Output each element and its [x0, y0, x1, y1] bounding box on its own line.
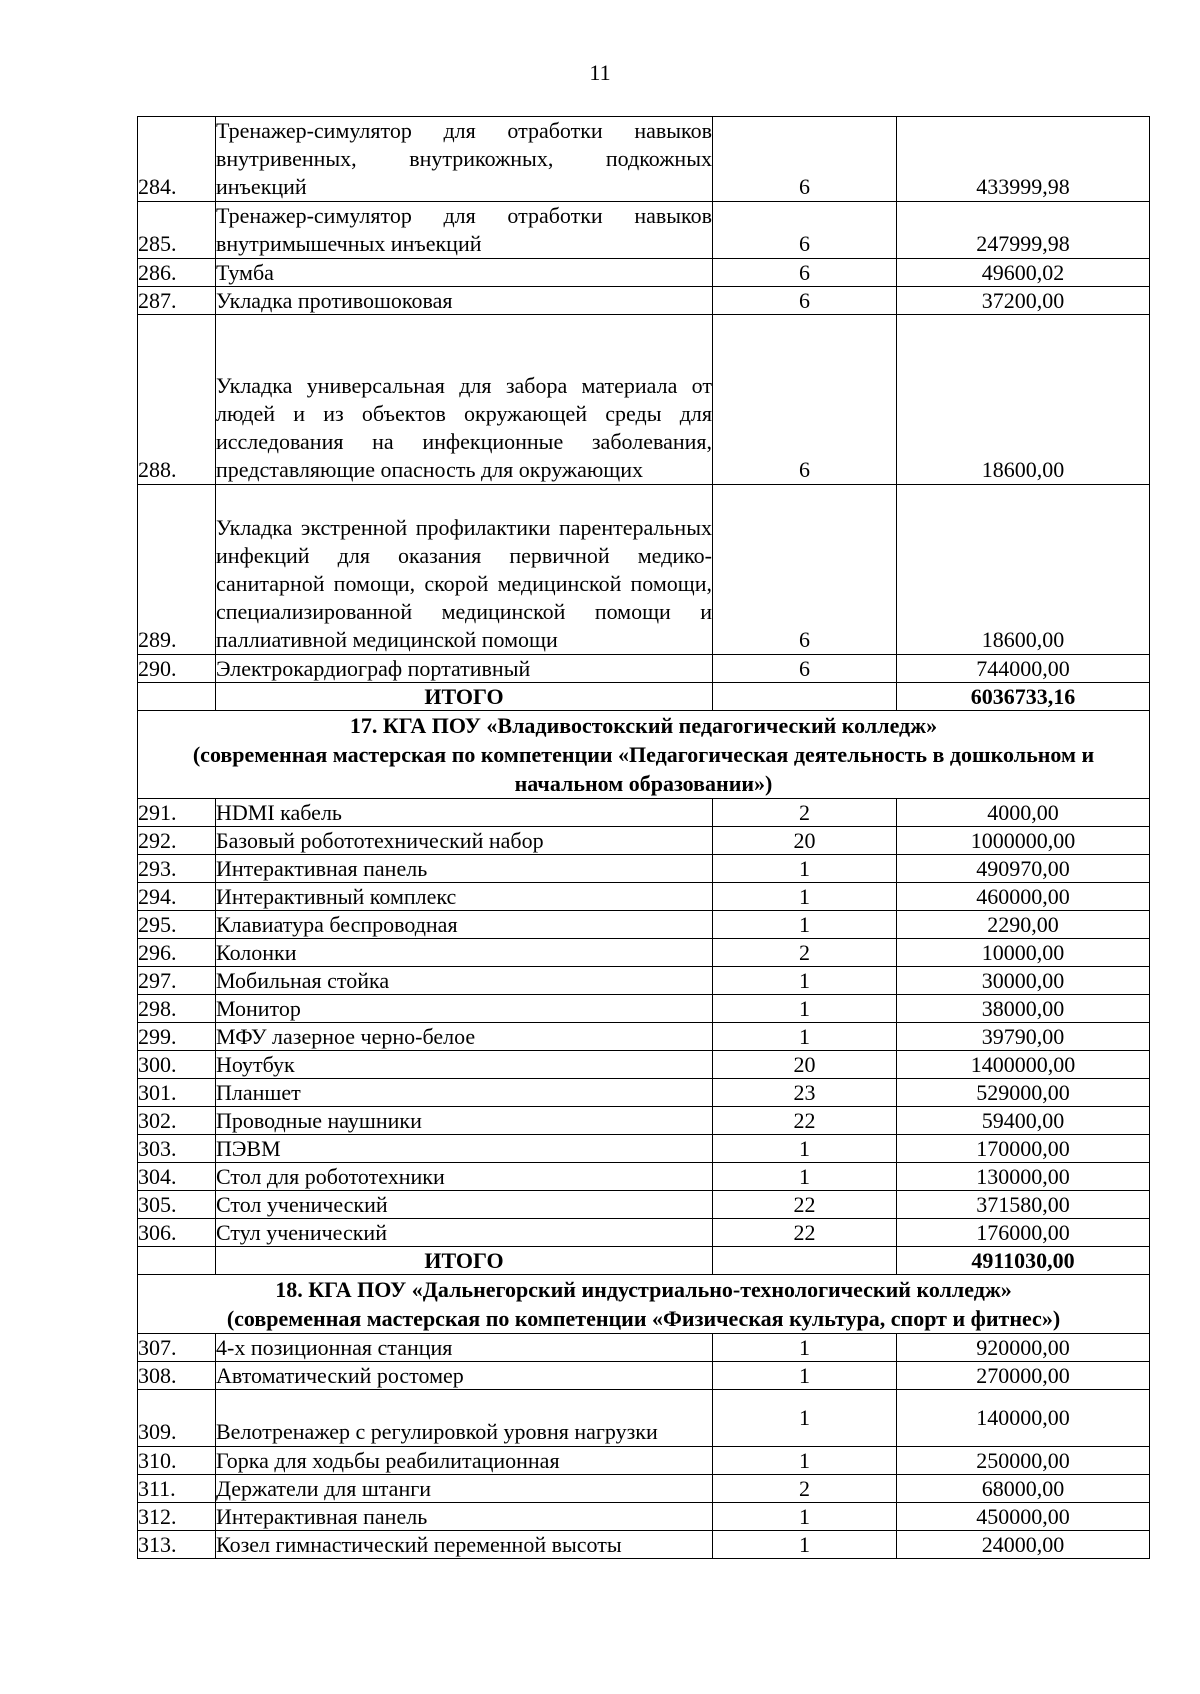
item-quantity: 2: [713, 1475, 897, 1503]
row-number: 284.: [138, 117, 216, 202]
item-name: Укладка экстренной профилактики парентеральных инфекций для оказания первичной медико-санитарной помощи, скорой медицинской помощи, специализированной медицинской помощи и паллиативной медицинской помощи: [216, 485, 713, 655]
item-quantity: 1: [713, 1023, 897, 1051]
row-number: 286.: [138, 259, 216, 287]
item-quantity: 6: [713, 315, 897, 485]
item-name: Интерактивная панель: [216, 855, 713, 883]
row-number: 294.: [138, 883, 216, 911]
item-quantity: 20: [713, 1051, 897, 1079]
item-sum: 247999,98: [897, 202, 1150, 259]
item-sum: 250000,00: [897, 1447, 1150, 1475]
item-sum: 450000,00: [897, 1503, 1150, 1531]
table-row: [138, 1531, 1150, 1559]
table-row: [138, 1503, 1150, 1531]
total-empty-cell: [713, 683, 897, 711]
item-sum: 176000,00: [897, 1219, 1150, 1247]
item-sum: 2290,00: [897, 911, 1150, 939]
row-number: 287.: [138, 287, 216, 315]
row-number: 285.: [138, 202, 216, 259]
item-sum: 460000,00: [897, 883, 1150, 911]
table-row: [138, 1447, 1150, 1475]
item-name: Ноутбук: [216, 1051, 713, 1079]
row-number: 296.: [138, 939, 216, 967]
item-sum: 920000,00: [897, 1334, 1150, 1362]
item-name: Интерактивный комплекс: [216, 883, 713, 911]
item-quantity: 22: [713, 1219, 897, 1247]
item-quantity: 22: [713, 1107, 897, 1135]
table-row: [138, 1163, 1150, 1191]
item-name: Горка для ходьбы реабилитационная: [216, 1447, 713, 1475]
item-name: Планшет: [216, 1079, 713, 1107]
item-name: Клавиатура беспроводная: [216, 911, 713, 939]
table-row: [138, 202, 1150, 259]
item-name: Базовый робототехнический набор: [216, 827, 713, 855]
section-heading: [138, 1275, 1150, 1334]
item-name: Тумба: [216, 259, 713, 287]
row-number: 307.: [138, 1334, 216, 1362]
item-name: Держатели для штанги: [216, 1475, 713, 1503]
row-number: 301.: [138, 1079, 216, 1107]
item-quantity: 23: [713, 1079, 897, 1107]
item-sum: 744000,00: [897, 655, 1150, 683]
table-row: [138, 1475, 1150, 1503]
item-name: МФУ лазерное черно-белое: [216, 1023, 713, 1051]
total-label: ИТОГО: [216, 683, 713, 711]
item-sum: 18600,00: [897, 485, 1150, 655]
table-row: [138, 799, 1150, 827]
item-quantity: 1: [713, 855, 897, 883]
item-sum: 4000,00: [897, 799, 1150, 827]
table-row: [138, 259, 1150, 287]
row-number: 289.: [138, 485, 216, 655]
table-row: [138, 1079, 1150, 1107]
item-quantity: 22: [713, 1191, 897, 1219]
table-row: [138, 1107, 1150, 1135]
item-name: Тренажер-симулятор для отработки навыков внутримышечных инъекций: [216, 202, 713, 259]
item-sum: 24000,00: [897, 1531, 1150, 1559]
total-sum: 4911030,00: [897, 1247, 1150, 1275]
item-sum: 1400000,00: [897, 1051, 1150, 1079]
item-quantity: 1: [713, 967, 897, 995]
item-quantity: 1: [713, 995, 897, 1023]
item-quantity: 2: [713, 939, 897, 967]
item-name: Укладка противошоковая: [216, 287, 713, 315]
row-number: 293.: [138, 855, 216, 883]
item-sum: 18600,00: [897, 315, 1150, 485]
total-row: [138, 683, 1150, 711]
table-row: [138, 967, 1150, 995]
item-name: Мобильная стойка: [216, 967, 713, 995]
item-sum: 270000,00: [897, 1362, 1150, 1390]
table-row: [138, 1390, 1150, 1447]
item-quantity: 1: [713, 1362, 897, 1390]
table-row: [138, 1135, 1150, 1163]
item-quantity: 1: [713, 1531, 897, 1559]
section-title: 17. КГА ПОУ «Владивостокский педагогический колледж»: [349, 713, 938, 738]
item-sum: 490970,00: [897, 855, 1150, 883]
item-name: ПЭВМ: [216, 1135, 713, 1163]
item-name: Автоматический ростомер: [216, 1362, 713, 1390]
item-name: Козел гимнастический переменной высоты: [216, 1531, 713, 1559]
table-row: [138, 287, 1150, 315]
item-sum: 140000,00: [897, 1390, 1150, 1447]
item-sum: 130000,00: [897, 1163, 1150, 1191]
item-quantity: 1: [713, 1163, 897, 1191]
total-empty-cell: [713, 1247, 897, 1275]
table-row: [138, 315, 1150, 485]
table-row: [138, 1334, 1150, 1362]
row-number: 292.: [138, 827, 216, 855]
table-row: [138, 995, 1150, 1023]
item-name: Стол для робототехники: [216, 1163, 713, 1191]
row-number: 297.: [138, 967, 216, 995]
table-row: [138, 1362, 1150, 1390]
item-name: Электрокардиограф портативный: [216, 655, 713, 683]
item-name: Укладка универсальная для забора материала от людей и из объектов окружающей среды для исследования на инфекционные заболевания, представляющие опасность для окружающих: [216, 315, 713, 485]
table-row: [138, 855, 1150, 883]
total-sum: 6036733,16: [897, 683, 1150, 711]
row-number: 300.: [138, 1051, 216, 1079]
page-number: 11: [589, 60, 611, 85]
item-sum: 10000,00: [897, 939, 1150, 967]
row-number: 310.: [138, 1447, 216, 1475]
item-sum: 49600,02: [897, 259, 1150, 287]
item-name: Тренажер-симулятор для отработки навыков внутривенных, внутрикожных, подкожных инъекций: [216, 117, 713, 202]
item-quantity: 6: [713, 655, 897, 683]
section-title: 18. КГА ПОУ «Дальнегорский индустриально-технологический колледж»: [275, 1277, 1012, 1302]
item-sum: 59400,00: [897, 1107, 1150, 1135]
item-name: Монитор: [216, 995, 713, 1023]
item-name: 4-х позиционная станция: [216, 1334, 713, 1362]
section-header: [138, 1275, 1150, 1334]
item-sum: 529000,00: [897, 1079, 1150, 1107]
item-quantity: 6: [713, 259, 897, 287]
row-number: 303.: [138, 1135, 216, 1163]
item-sum: 433999,98: [897, 117, 1150, 202]
section-subtitle: (современная мастерская по компетенции «Педагогическая деятельность в дошкольном и начальном образовании»): [192, 742, 1095, 796]
total-row: [138, 1247, 1150, 1275]
row-number: 295.: [138, 911, 216, 939]
item-name: Велотренажер с регулировкой уровня нагрузки: [216, 1390, 713, 1447]
table-row: [138, 1191, 1150, 1219]
item-quantity: 1: [713, 1334, 897, 1362]
table-row: [138, 485, 1150, 655]
item-quantity: 6: [713, 485, 897, 655]
item-name: Интерактивная панель: [216, 1503, 713, 1531]
row-number: 299.: [138, 1023, 216, 1051]
item-quantity: 1: [713, 1390, 897, 1447]
row-number: 308.: [138, 1362, 216, 1390]
table-row: [138, 827, 1150, 855]
item-name: Колонки: [216, 939, 713, 967]
table-row: [138, 939, 1150, 967]
item-quantity: 1: [713, 1447, 897, 1475]
item-sum: 37200,00: [897, 287, 1150, 315]
row-number: 298.: [138, 995, 216, 1023]
item-name: HDMI кабель: [216, 799, 713, 827]
item-sum: 39790,00: [897, 1023, 1150, 1051]
row-number: 312.: [138, 1503, 216, 1531]
item-sum: 68000,00: [897, 1475, 1150, 1503]
item-quantity: 6: [713, 287, 897, 315]
row-number: 291.: [138, 799, 216, 827]
row-number: 290.: [138, 655, 216, 683]
item-quantity: 6: [713, 117, 897, 202]
section-heading: [138, 711, 1150, 799]
section-header: [138, 711, 1150, 799]
item-quantity: 1: [713, 1135, 897, 1163]
row-number: 311.: [138, 1475, 216, 1503]
row-number: 288.: [138, 315, 216, 485]
table-row: [138, 117, 1150, 202]
section-subtitle: (современная мастерская по компетенции «Физическая культура, спорт и фитнес»): [226, 1306, 1061, 1331]
table-row: [138, 911, 1150, 939]
item-sum: 1000000,00: [897, 827, 1150, 855]
total-empty-cell: [138, 1247, 216, 1275]
row-number: 302.: [138, 1107, 216, 1135]
item-sum: 371580,00: [897, 1191, 1150, 1219]
total-label: ИТОГО: [216, 1247, 713, 1275]
item-quantity: 1: [713, 1503, 897, 1531]
row-number: 306.: [138, 1219, 216, 1247]
equipment-table: [137, 116, 1150, 1559]
total-empty-cell: [138, 683, 216, 711]
item-name: Стул ученический: [216, 1219, 713, 1247]
row-number: 305.: [138, 1191, 216, 1219]
item-quantity: 2: [713, 799, 897, 827]
item-quantity: 1: [713, 911, 897, 939]
table-row: [138, 655, 1150, 683]
item-quantity: 1: [713, 883, 897, 911]
item-sum: 38000,00: [897, 995, 1150, 1023]
item-name: Стол ученический: [216, 1191, 713, 1219]
table-row: [138, 1219, 1150, 1247]
item-quantity: 6: [713, 202, 897, 259]
table-row: [138, 1023, 1150, 1051]
item-sum: 30000,00: [897, 967, 1150, 995]
item-sum: 170000,00: [897, 1135, 1150, 1163]
table-row: [138, 1051, 1150, 1079]
row-number: 313.: [138, 1531, 216, 1559]
row-number: 309.: [138, 1390, 216, 1447]
table-row: [138, 883, 1150, 911]
item-name: Проводные наушники: [216, 1107, 713, 1135]
item-quantity: 20: [713, 827, 897, 855]
row-number: 304.: [138, 1163, 216, 1191]
